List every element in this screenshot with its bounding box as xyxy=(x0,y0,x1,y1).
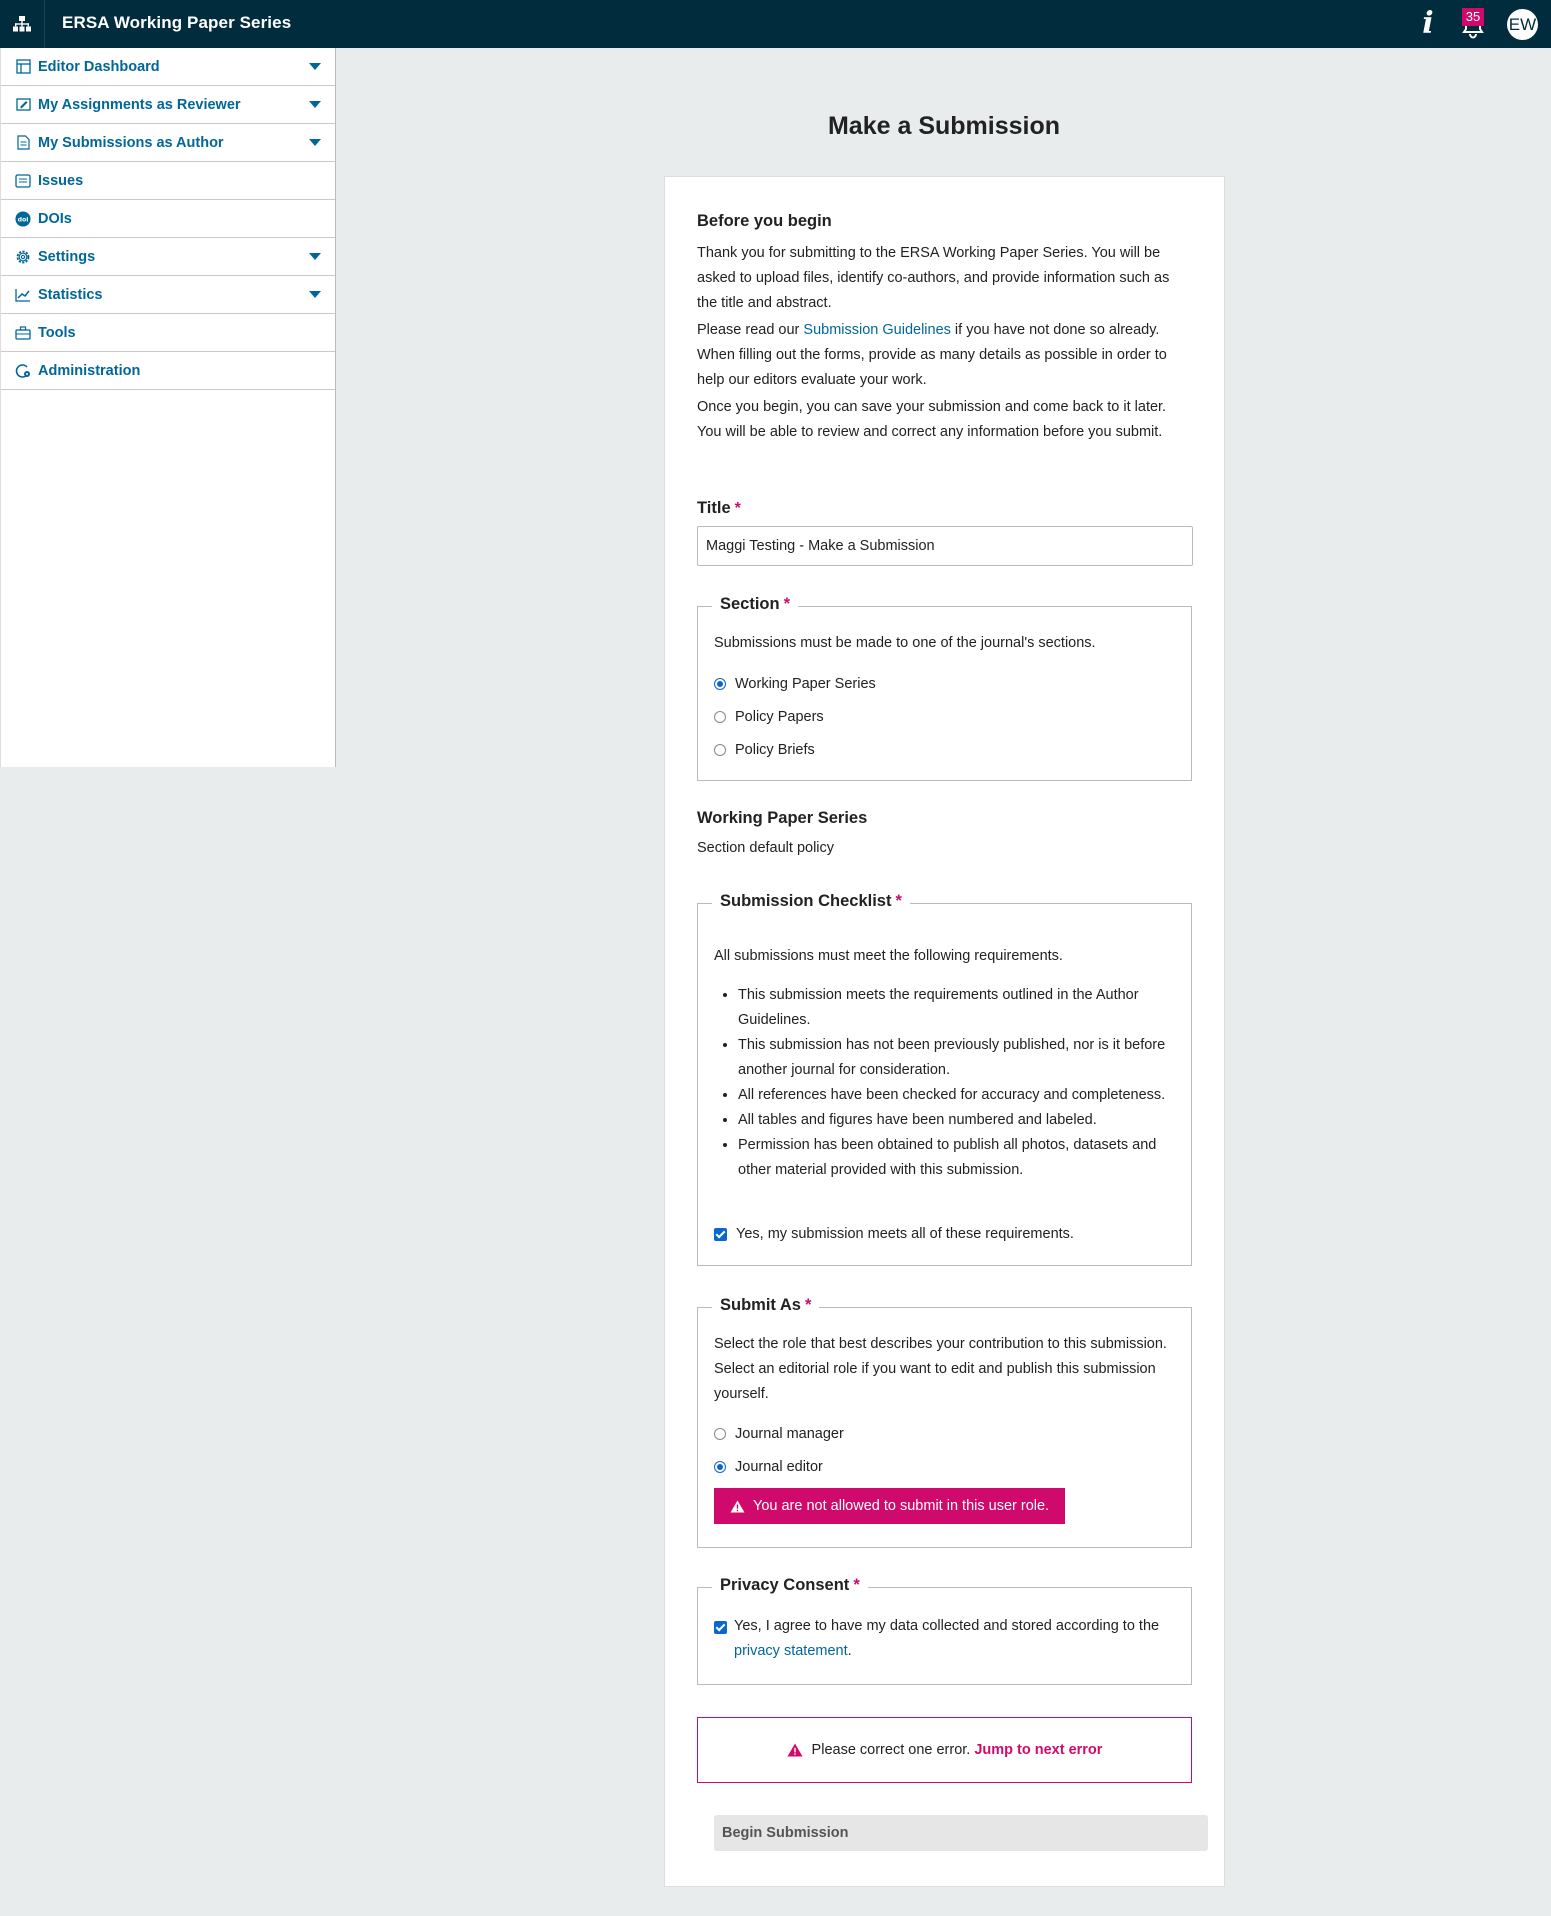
privacy-legend xyxy=(712,1576,868,1595)
radio-unselected[interactable] xyxy=(714,744,726,756)
admin-icon xyxy=(15,363,31,379)
radio-selected[interactable] xyxy=(714,678,726,690)
section-fieldset xyxy=(697,595,1192,781)
required-asterisk: * xyxy=(783,595,791,613)
sidebar-nav xyxy=(0,48,336,767)
sidebar-item-label: Editor Dashboard xyxy=(38,58,160,75)
intro-paragraph-1: Thank you for submitting to the ERSA Working Paper Series. You will be asked to upload files, identify co-authors, and provide information such as the title and abstract. xyxy=(697,245,1170,311)
role-option-journal-editor[interactable] xyxy=(714,1459,823,1475)
sidebar-item-reviewer-assignments[interactable] xyxy=(1,86,335,124)
radio-unselected[interactable] xyxy=(714,1428,726,1440)
intro-paragraph-2-prefix: Please read our xyxy=(697,322,804,338)
checklist-confirm-label: Yes, my submission meets all of these requirements. xyxy=(736,1226,1074,1242)
chevron-down-icon[interactable] xyxy=(309,63,321,70)
chevron-down-icon[interactable] xyxy=(309,253,321,260)
submission-guidelines-link[interactable]: Submission Guidelines xyxy=(803,322,951,338)
privacy-consent-label xyxy=(734,1614,1174,1664)
intro-paragraph-3: Once you begin, you can save your submission and come back to it later. You will be able to review and correct any information before you submit. xyxy=(697,399,1167,440)
sidebar-item-label: DOIs xyxy=(38,210,72,227)
role-option-label: Journal editor xyxy=(735,1459,823,1475)
required-asterisk: * xyxy=(895,892,902,910)
privacy-consent-checkbox[interactable] xyxy=(714,1614,1174,1664)
checklist-legend xyxy=(712,892,910,911)
page-title: Make a Submission xyxy=(827,112,1061,140)
sitemap-button[interactable] xyxy=(0,0,45,48)
checkbox-checked[interactable] xyxy=(714,1621,727,1634)
sidebar-item-dois[interactable] xyxy=(1,200,335,238)
role-error-text: You are not allowed to submit in this user role. xyxy=(753,1498,1050,1514)
doi-icon xyxy=(15,211,31,227)
role-error-message xyxy=(714,1488,1065,1524)
privacy-label-suffix: . xyxy=(847,1643,852,1659)
sidebar-item-tools[interactable] xyxy=(1,314,335,352)
jump-to-next-error-link[interactable]: Jump to next error xyxy=(974,1742,1103,1758)
required-asterisk: * xyxy=(734,500,741,517)
dashboard-icon xyxy=(15,59,31,75)
chevron-down-icon[interactable] xyxy=(309,101,321,108)
sidebar-item-label: Settings xyxy=(38,248,96,265)
sidebar-item-settings[interactable] xyxy=(1,238,335,276)
sidebar-item-author-submissions[interactable] xyxy=(1,124,335,162)
error-summary xyxy=(697,1717,1192,1783)
intro-paragraph-2 xyxy=(697,318,1192,393)
role-option-label: Journal manager xyxy=(735,1426,844,1442)
sidebar-item-administration[interactable] xyxy=(1,352,335,390)
sidebar-item-label: My Assignments as Reviewer xyxy=(38,96,241,113)
notification-count-badge[interactable]: 35 xyxy=(1462,8,1484,26)
checklist-item: • This submission has not been previously published, nor is it before another journal for consideration. xyxy=(738,1033,1183,1083)
toolbox-icon xyxy=(15,325,31,341)
title-input[interactable]: Maggi Testing - Make a Submission xyxy=(697,526,1193,566)
checklist-item: • Permission has been obtained to publish all photos, datasets and other material provided with this submission. xyxy=(738,1133,1183,1183)
sidebar-item-statistics[interactable] xyxy=(1,276,335,314)
sidebar-item-label: Statistics xyxy=(38,286,103,303)
top-bar xyxy=(0,0,1551,48)
role-option-journal-manager[interactable] xyxy=(714,1426,844,1442)
user-avatar[interactable]: EW xyxy=(1507,9,1538,40)
section-option-label: Policy Papers xyxy=(735,709,824,725)
required-asterisk: * xyxy=(853,1576,860,1594)
section-option-policy-briefs[interactable] xyxy=(714,742,815,758)
checklist-item: • All tables and figures have been numbered and labeled. xyxy=(738,1108,1183,1133)
document-icon xyxy=(15,135,31,151)
sidebar-item-label: Administration xyxy=(38,362,141,379)
begin-submission-button[interactable]: Begin Submission xyxy=(714,1815,1208,1851)
chart-icon xyxy=(15,287,31,303)
title-label-text: Title xyxy=(697,499,731,517)
submission-form-card xyxy=(664,176,1225,1887)
section-option-label: Policy Briefs xyxy=(735,742,815,758)
submit-as-description: Select the role that best describes your contribution to this submission. Select an editorial role if you want to edit and publish this submission yourself. xyxy=(714,1336,1167,1402)
submit-as-legend-text: Submit As xyxy=(720,1296,801,1314)
before-you-begin-heading: Before you begin xyxy=(697,212,832,230)
privacy-statement-link[interactable]: privacy statement xyxy=(734,1643,848,1659)
radio-unselected[interactable] xyxy=(714,711,726,723)
chevron-down-icon[interactable] xyxy=(309,291,321,298)
sidebar-item-label: Tools xyxy=(38,324,76,341)
required-asterisk: * xyxy=(804,1296,812,1314)
section-info-heading: Working Paper Series xyxy=(697,809,868,827)
issues-icon xyxy=(15,173,31,189)
sitemap-icon xyxy=(12,15,32,33)
intro-paragraph-2-suffix: if you have not done so already. When filling out the forms, provide as many details as possible in order to help our editors evaluate your work. xyxy=(697,322,1167,388)
checklist-requirements-list xyxy=(698,983,1183,1183)
submit-as-legend xyxy=(712,1296,819,1315)
sidebar-item-editor-dashboard[interactable] xyxy=(1,48,335,86)
section-description: Submissions must be made to one of the journal's sections. xyxy=(714,635,1096,651)
reviewer-icon xyxy=(15,97,31,113)
privacy-legend-text: Privacy Consent xyxy=(720,1576,850,1594)
section-option-policy-papers[interactable] xyxy=(714,709,824,725)
section-option-working-paper-series[interactable] xyxy=(714,676,876,692)
checklist-legend-text: Submission Checklist xyxy=(720,892,892,910)
warning-icon xyxy=(730,1500,745,1513)
privacy-label-text: Yes, I agree to have my data collected and stored according to the xyxy=(734,1618,1160,1634)
sidebar-item-issues[interactable] xyxy=(1,162,335,200)
sidebar-item-label: My Submissions as Author xyxy=(38,134,224,151)
chevron-down-icon[interactable] xyxy=(309,139,321,146)
info-icon[interactable]: i xyxy=(1422,6,1434,41)
warning-icon xyxy=(787,1743,803,1757)
submission-checklist-fieldset xyxy=(697,892,1192,1266)
checklist-intro: All submissions must meet the following requirements. xyxy=(714,948,1063,964)
privacy-consent-fieldset xyxy=(697,1576,1192,1685)
site-title[interactable]: ERSA Working Paper Series xyxy=(62,13,292,32)
checkbox-checked[interactable] xyxy=(714,1228,727,1241)
checklist-item: • This submission meets the requirements outlined in the Author Guidelines. xyxy=(738,983,1183,1033)
error-summary-text: Please correct one error. xyxy=(811,1742,971,1758)
title-label xyxy=(697,499,741,518)
radio-selected[interactable] xyxy=(714,1461,726,1473)
section-legend-text: Section xyxy=(720,595,780,613)
sidebar-item-label: Issues xyxy=(38,172,84,189)
gear-icon xyxy=(15,249,31,265)
svg-text:doi: doi xyxy=(17,216,29,224)
section-policy-text: Section default policy xyxy=(697,840,835,856)
checklist-confirm-checkbox[interactable] xyxy=(714,1226,1074,1242)
section-legend xyxy=(712,595,798,614)
section-option-label: Working Paper Series xyxy=(735,676,876,692)
submit-as-fieldset xyxy=(697,1296,1192,1548)
checklist-item: • All references have been checked for accuracy and completeness. xyxy=(738,1083,1183,1108)
